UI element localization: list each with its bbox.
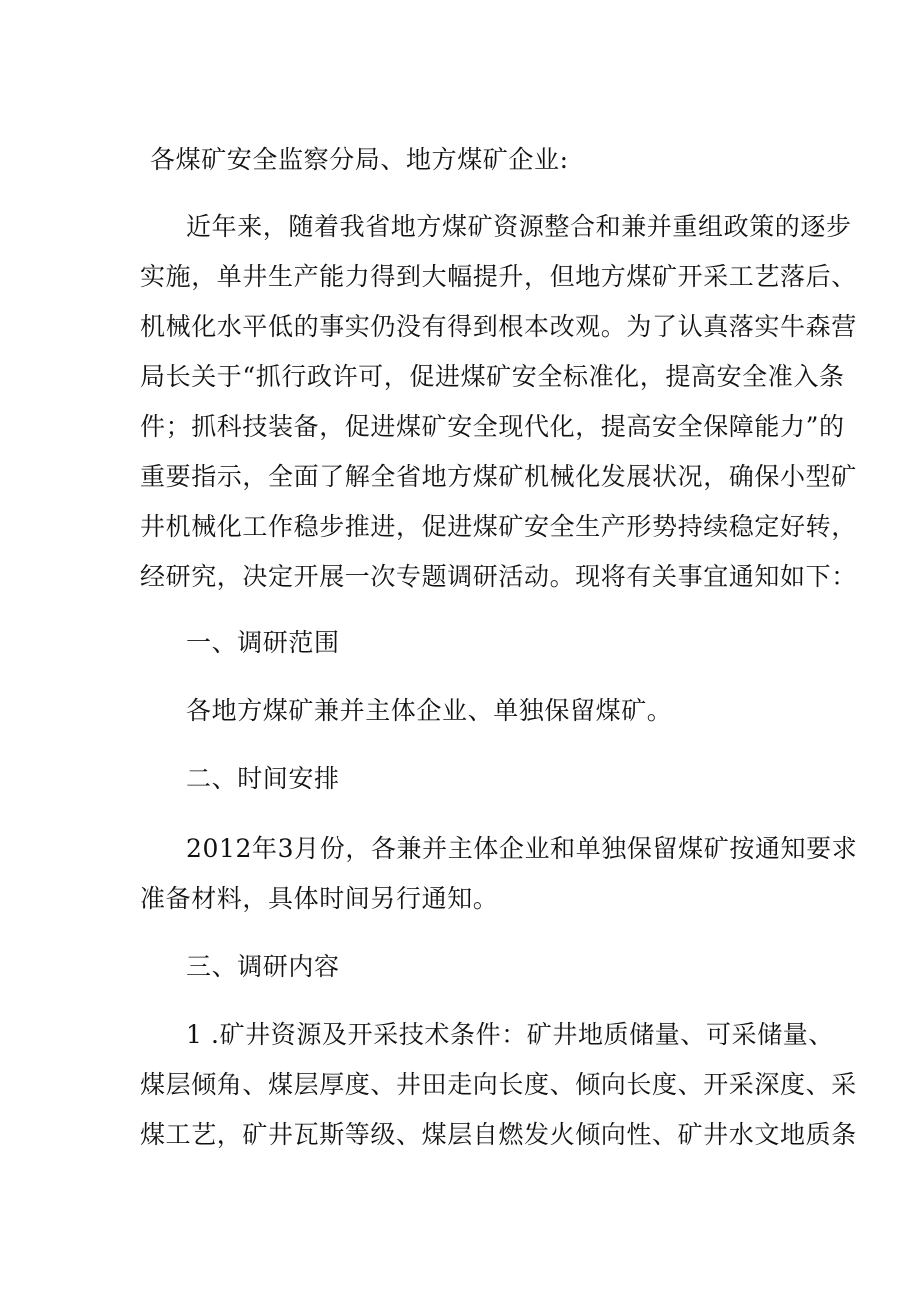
salutation: 各煤矿安全监察分局、地方煤矿企业:: [150, 145, 569, 174]
section-body-schedule-1: 2012年3月份，各兼并主体企业和单独保留煤矿按通知要求: [186, 834, 858, 863]
intro-line-7: 井机械化工作稳步推进，促进煤矿安全生产形势持续稳定好转，: [140, 512, 857, 541]
content-item-1-line-3: 煤工艺，矿井瓦斯等级、煤层自燃发火倾向性、矿井水文地质条: [140, 1120, 857, 1149]
section-heading-content: 三、调研内容: [186, 952, 340, 981]
section-body-schedule-2: 准备材料，具体时间另行通知。: [140, 884, 499, 913]
content-item-1-line-2: 煤层倾角、煤层厚度、井田走向长度、倾向长度、开采深度、采: [140, 1070, 857, 1099]
intro-line-1: 近年来，随着我省地方煤矿资源整合和兼并重组政策的逐步: [186, 212, 852, 241]
intro-line-3: 机械化水平低的事实仍没有得到根本改观。为了认真落实牛森营: [140, 312, 857, 341]
intro-line-4: 局长关于“抓行政许可，促进煤矿安全标准化，提高安全准入条: [140, 362, 845, 391]
content-item-1-line-1: 1 .矿井资源及开采技术条件：矿井地质储量、可采储量、: [186, 1020, 835, 1049]
intro-line-8: 经研究，决定开展一次专题调研活动。现将有关事宜通知如下：: [140, 562, 857, 591]
intro-line-2: 实施，单井生产能力得到大幅提升，但地方煤矿开采工艺落后、: [140, 262, 857, 291]
section-heading-schedule: 二、时间安排: [186, 764, 340, 793]
section-heading-scope: 一、调研范围: [186, 628, 340, 657]
section-body-scope: 各地方煤矿兼并主体企业、单独保留煤矿。: [186, 696, 673, 725]
intro-line-6: 重要指示，全面了解全省地方煤矿机械化发展状况，确保小型矿: [140, 462, 857, 491]
intro-line-5: 件；抓科技装备，促进煤矿安全现代化，提高安全保障能力”的: [140, 412, 845, 441]
